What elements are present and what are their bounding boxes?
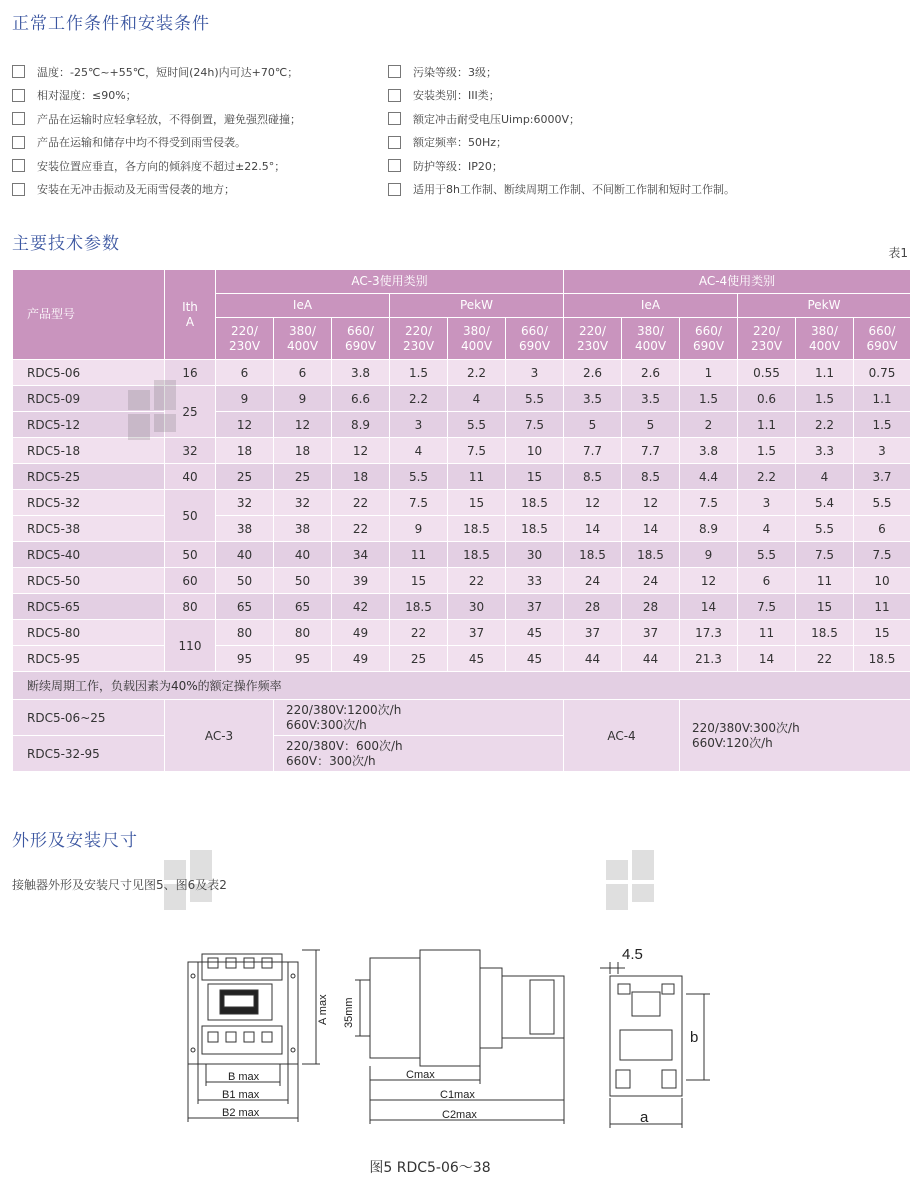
value-cell: 18.5 bbox=[448, 542, 506, 568]
header-model: 产品型号 bbox=[13, 270, 165, 360]
ith-cell: 80 bbox=[165, 594, 216, 620]
label-b-max: B max bbox=[228, 1071, 260, 1083]
value-cell: 49 bbox=[332, 620, 390, 646]
value-cell: 45 bbox=[506, 620, 564, 646]
header-ac3-pekw: PekW bbox=[390, 294, 564, 318]
value-cell: 37 bbox=[564, 620, 622, 646]
model-cell: RDC5-40 bbox=[13, 542, 165, 568]
dimension-drawing bbox=[180, 940, 740, 1145]
table-row bbox=[13, 542, 911, 568]
ith-cell: 110 bbox=[165, 620, 216, 672]
condition-left-text: 温度：-25℃~+55℃，短时间(24h)内可达+70℃； bbox=[37, 65, 299, 79]
value-cell: 5.5 bbox=[854, 490, 911, 516]
value-cell: 1.1 bbox=[738, 412, 796, 438]
table-number-label: 表1 bbox=[888, 246, 908, 260]
value-cell: 3 bbox=[738, 490, 796, 516]
condition-right-text: 防护等级：IP20； bbox=[413, 159, 503, 173]
value-cell: 5.5 bbox=[390, 464, 448, 490]
header-voltage-text: 660/ 690V bbox=[692, 323, 725, 353]
value-cell: 17.3 bbox=[680, 620, 738, 646]
value-cell: 45 bbox=[448, 646, 506, 672]
freq-ac4-text: 220/380V:300次/h 660V:120次/h bbox=[692, 720, 800, 750]
value-cell: 50 bbox=[274, 568, 332, 594]
condition-right-item bbox=[388, 60, 735, 84]
condition-right-item bbox=[388, 131, 735, 155]
value-cell: 5.5 bbox=[738, 542, 796, 568]
value-cell: 2.6 bbox=[622, 360, 680, 386]
value-cell: 22 bbox=[796, 646, 854, 672]
condition-left-text: 安装位置应垂直，各方向的倾斜度不超过±22.5°； bbox=[37, 159, 286, 173]
value-cell: 2 bbox=[680, 412, 738, 438]
value-cell: 3.8 bbox=[680, 438, 738, 464]
value-cell: 12 bbox=[622, 490, 680, 516]
table-row bbox=[13, 464, 911, 490]
checkbox-icon bbox=[12, 112, 25, 125]
value-cell: 18.5 bbox=[854, 646, 911, 672]
header-voltage-text: 380/ 400V bbox=[634, 323, 667, 353]
freq-ac3-a bbox=[274, 700, 564, 736]
value-cell: 12 bbox=[680, 568, 738, 594]
value-cell: 1.1 bbox=[854, 386, 911, 412]
label-c1max: C1max bbox=[440, 1089, 475, 1101]
value-cell: 3 bbox=[506, 360, 564, 386]
value-cell: 5.5 bbox=[506, 386, 564, 412]
checkbox-icon bbox=[12, 159, 25, 172]
header-ac4: AC-4使用类别 bbox=[564, 270, 911, 294]
value-cell: 40 bbox=[274, 542, 332, 568]
model-cell: RDC5-25 bbox=[13, 464, 165, 490]
table-row bbox=[13, 594, 911, 620]
value-cell: 37 bbox=[622, 620, 680, 646]
table-row bbox=[13, 568, 911, 594]
label-a-max: A max bbox=[317, 994, 329, 1025]
value-cell: 38 bbox=[274, 516, 332, 542]
duty-note-row bbox=[13, 672, 911, 700]
header-ith bbox=[165, 270, 216, 360]
value-cell: 12 bbox=[216, 412, 274, 438]
value-cell: 18 bbox=[332, 464, 390, 490]
value-cell: 15 bbox=[506, 464, 564, 490]
value-cell: 25 bbox=[390, 646, 448, 672]
conditions-title: 正常工作条件和安装条件 bbox=[12, 14, 210, 34]
value-cell: 8.9 bbox=[332, 412, 390, 438]
value-cell: 37 bbox=[506, 594, 564, 620]
value-cell: 7.5 bbox=[680, 490, 738, 516]
value-cell: 1.5 bbox=[738, 438, 796, 464]
value-cell: 49 bbox=[332, 646, 390, 672]
freq-model-b: RDC5-32-95 bbox=[13, 736, 165, 772]
value-cell: 5 bbox=[622, 412, 680, 438]
label-c2max: C2max bbox=[442, 1109, 477, 1121]
header-voltage bbox=[332, 318, 390, 360]
value-cell: 9 bbox=[274, 386, 332, 412]
value-cell: 45 bbox=[506, 646, 564, 672]
checkbox-icon bbox=[388, 89, 401, 102]
value-cell: 32 bbox=[274, 490, 332, 516]
header-voltage-text: 380/ 400V bbox=[460, 323, 493, 353]
header-voltage bbox=[738, 318, 796, 360]
condition-right-text: 额定频率：50Hz； bbox=[413, 136, 508, 150]
freq-model-a: RDC5-06~25 bbox=[13, 700, 165, 736]
condition-right-text: 污染等级：3级； bbox=[413, 65, 497, 79]
value-cell: 50 bbox=[216, 568, 274, 594]
value-cell: 1.5 bbox=[680, 386, 738, 412]
value-cell: 15 bbox=[796, 594, 854, 620]
freq-ac4-label: AC-4 bbox=[564, 700, 680, 772]
freq-ac3-label: AC-3 bbox=[165, 700, 274, 772]
value-cell: 21.3 bbox=[680, 646, 738, 672]
value-cell: 28 bbox=[622, 594, 680, 620]
value-cell: 14 bbox=[622, 516, 680, 542]
value-cell: 9 bbox=[390, 516, 448, 542]
table-row bbox=[13, 490, 911, 516]
header-ac3: AC-3使用类别 bbox=[216, 270, 564, 294]
checkbox-icon bbox=[388, 65, 401, 78]
header-voltage bbox=[796, 318, 854, 360]
label-35mm: 35mm bbox=[343, 997, 355, 1028]
value-cell: 7.5 bbox=[796, 542, 854, 568]
value-cell: 22 bbox=[448, 568, 506, 594]
value-cell: 0.55 bbox=[738, 360, 796, 386]
value-cell: 7.5 bbox=[390, 490, 448, 516]
header-voltage bbox=[564, 318, 622, 360]
value-cell: 18.5 bbox=[448, 516, 506, 542]
label-cmax: Cmax bbox=[406, 1069, 435, 1081]
value-cell: 4 bbox=[738, 516, 796, 542]
value-cell: 65 bbox=[274, 594, 332, 620]
value-cell: 18.5 bbox=[796, 620, 854, 646]
checkbox-icon bbox=[12, 183, 25, 196]
value-cell: 24 bbox=[564, 568, 622, 594]
value-cell: 6 bbox=[274, 360, 332, 386]
value-cell: 3 bbox=[390, 412, 448, 438]
model-cell: RDC5-18 bbox=[13, 438, 165, 464]
value-cell: 40 bbox=[216, 542, 274, 568]
ith-cell: 60 bbox=[165, 568, 216, 594]
condition-right-text: 额定冲击耐受电压Uimp:6000V； bbox=[413, 112, 581, 126]
header-voltage bbox=[216, 318, 274, 360]
value-cell: 11 bbox=[448, 464, 506, 490]
value-cell: 1 bbox=[680, 360, 738, 386]
value-cell: 3.5 bbox=[622, 386, 680, 412]
label-b2-max: B2 max bbox=[222, 1107, 260, 1119]
value-cell: 3.5 bbox=[564, 386, 622, 412]
ith-cell: 32 bbox=[165, 438, 216, 464]
duty-note: 断续周期工作，负载因素为40%的额定操作频率 bbox=[13, 672, 911, 700]
value-cell: 10 bbox=[506, 438, 564, 464]
value-cell: 6 bbox=[738, 568, 796, 594]
value-cell: 18.5 bbox=[622, 542, 680, 568]
table-row bbox=[13, 646, 911, 672]
value-cell: 7.5 bbox=[854, 542, 911, 568]
value-cell: 80 bbox=[216, 620, 274, 646]
value-cell: 10 bbox=[854, 568, 911, 594]
header-voltage bbox=[680, 318, 738, 360]
value-cell: 2.2 bbox=[796, 412, 854, 438]
checkbox-icon bbox=[388, 159, 401, 172]
dimensions-title: 外形及安装尺寸 bbox=[12, 831, 138, 851]
value-cell: 39 bbox=[332, 568, 390, 594]
conditions-left-list bbox=[12, 60, 301, 201]
conditions-right-list bbox=[388, 60, 735, 201]
model-cell: RDC5-32 bbox=[13, 490, 165, 516]
value-cell: 4 bbox=[796, 464, 854, 490]
header-voltage bbox=[622, 318, 680, 360]
model-cell: RDC5-06 bbox=[13, 360, 165, 386]
value-cell: 4 bbox=[390, 438, 448, 464]
model-cell: RDC5-12 bbox=[13, 412, 165, 438]
freq-ac4 bbox=[680, 700, 911, 772]
value-cell: 22 bbox=[332, 490, 390, 516]
label-a: a bbox=[640, 1109, 649, 1126]
checkbox-icon bbox=[388, 183, 401, 196]
value-cell: 2.2 bbox=[390, 386, 448, 412]
value-cell: 30 bbox=[506, 542, 564, 568]
condition-right-item bbox=[388, 107, 735, 131]
value-cell: 8.5 bbox=[622, 464, 680, 490]
value-cell: 15 bbox=[390, 568, 448, 594]
table-row bbox=[13, 516, 911, 542]
ith-cell: 50 bbox=[165, 490, 216, 542]
watermark-logo-icon bbox=[606, 850, 666, 910]
value-cell: 7.7 bbox=[564, 438, 622, 464]
value-cell: 3.8 bbox=[332, 360, 390, 386]
header-voltage-text: 220/ 230V bbox=[750, 323, 783, 353]
header-voltage-text: 220/ 230V bbox=[576, 323, 609, 353]
value-cell: 9 bbox=[216, 386, 274, 412]
value-cell: 18.5 bbox=[390, 594, 448, 620]
checkbox-icon bbox=[388, 112, 401, 125]
header-ac4-iea: IeA bbox=[564, 294, 738, 318]
header-voltage-text: 660/ 690V bbox=[344, 323, 377, 353]
value-cell: 25 bbox=[274, 464, 332, 490]
model-cell: RDC5-38 bbox=[13, 516, 165, 542]
header-voltage bbox=[506, 318, 564, 360]
value-cell: 8.5 bbox=[564, 464, 622, 490]
condition-left-text: 相对湿度：≤90%； bbox=[37, 89, 137, 103]
value-cell: 7.7 bbox=[622, 438, 680, 464]
condition-left-text: 安装在无冲击振动及无雨雪侵袭的地方； bbox=[37, 183, 235, 197]
freq-ac3-b-text: 220/380V：600次/h 660V：300次/h bbox=[286, 738, 403, 768]
value-cell: 5.5 bbox=[448, 412, 506, 438]
condition-right-item bbox=[388, 178, 735, 202]
value-cell: 18 bbox=[216, 438, 274, 464]
value-cell: 6 bbox=[216, 360, 274, 386]
condition-right-text: 安装类别：III类； bbox=[413, 89, 500, 103]
value-cell: 33 bbox=[506, 568, 564, 594]
value-cell: 34 bbox=[332, 542, 390, 568]
figure-caption: 图5 RDC5-06～38 bbox=[369, 1160, 491, 1176]
value-cell: 22 bbox=[390, 620, 448, 646]
value-cell: 22 bbox=[332, 516, 390, 542]
value-cell: 44 bbox=[622, 646, 680, 672]
value-cell: 30 bbox=[448, 594, 506, 620]
value-cell: 7.5 bbox=[448, 438, 506, 464]
value-cell: 2.2 bbox=[448, 360, 506, 386]
ith-cell: 40 bbox=[165, 464, 216, 490]
model-cell: RDC5-95 bbox=[13, 646, 165, 672]
freq-ac3-b bbox=[274, 736, 564, 772]
condition-left-item bbox=[12, 84, 301, 108]
condition-left-item bbox=[12, 131, 301, 155]
value-cell: 11 bbox=[796, 568, 854, 594]
value-cell: 11 bbox=[738, 620, 796, 646]
value-cell: 11 bbox=[390, 542, 448, 568]
header-voltage bbox=[274, 318, 332, 360]
value-cell: 5.5 bbox=[796, 516, 854, 542]
value-cell: 3 bbox=[854, 438, 911, 464]
value-cell: 0.75 bbox=[854, 360, 911, 386]
value-cell: 25 bbox=[216, 464, 274, 490]
value-cell: 9 bbox=[680, 542, 738, 568]
value-cell: 12 bbox=[274, 412, 332, 438]
header-voltage-text: 660/ 690V bbox=[518, 323, 551, 353]
value-cell: 14 bbox=[738, 646, 796, 672]
checkbox-icon bbox=[12, 65, 25, 78]
value-cell: 11 bbox=[854, 594, 911, 620]
condition-left-item bbox=[12, 178, 301, 202]
value-cell: 28 bbox=[564, 594, 622, 620]
model-cell: RDC5-50 bbox=[13, 568, 165, 594]
value-cell: 15 bbox=[854, 620, 911, 646]
value-cell: 5.4 bbox=[796, 490, 854, 516]
model-cell: RDC5-80 bbox=[13, 620, 165, 646]
value-cell: 12 bbox=[564, 490, 622, 516]
value-cell: 1.1 bbox=[796, 360, 854, 386]
header-voltage-text: 380/ 400V bbox=[808, 323, 841, 353]
header-ac3-iea: IeA bbox=[216, 294, 390, 318]
value-cell: 6.6 bbox=[332, 386, 390, 412]
value-cell: 18.5 bbox=[506, 490, 564, 516]
value-cell: 15 bbox=[448, 490, 506, 516]
table-row bbox=[13, 438, 911, 464]
model-cell: RDC5-65 bbox=[13, 594, 165, 620]
value-cell: 95 bbox=[274, 646, 332, 672]
condition-left-item bbox=[12, 107, 301, 131]
watermark-logo-icon bbox=[128, 380, 188, 440]
value-cell: 18 bbox=[274, 438, 332, 464]
value-cell: 1.5 bbox=[796, 386, 854, 412]
value-cell: 7.5 bbox=[738, 594, 796, 620]
ith-cell: 16 bbox=[165, 360, 216, 386]
label-b1-max: B1 max bbox=[222, 1089, 260, 1101]
value-cell: 4.4 bbox=[680, 464, 738, 490]
ith-cell: 50 bbox=[165, 542, 216, 568]
header-voltage-text: 380/ 400V bbox=[286, 323, 319, 353]
header-voltage bbox=[390, 318, 448, 360]
model-cell: RDC5-09 bbox=[13, 386, 165, 412]
condition-left-item bbox=[12, 60, 301, 84]
value-cell: 95 bbox=[216, 646, 274, 672]
header-voltage-text: 660/ 690V bbox=[866, 323, 898, 353]
checkbox-icon bbox=[388, 136, 401, 149]
value-cell: 80 bbox=[274, 620, 332, 646]
value-cell: 65 bbox=[216, 594, 274, 620]
condition-left-item bbox=[12, 154, 301, 178]
specs-title: 主要技术参数 bbox=[12, 234, 120, 254]
value-cell: 32 bbox=[216, 490, 274, 516]
value-cell: 3.7 bbox=[854, 464, 911, 490]
value-cell: 24 bbox=[622, 568, 680, 594]
value-cell: 2.6 bbox=[564, 360, 622, 386]
value-cell: 4 bbox=[448, 386, 506, 412]
value-cell: 5 bbox=[564, 412, 622, 438]
condition-right-item bbox=[388, 84, 735, 108]
freq-row bbox=[13, 700, 911, 736]
label-4-5: 4.5 bbox=[622, 946, 643, 963]
checkbox-icon bbox=[12, 136, 25, 149]
value-cell: 1.5 bbox=[390, 360, 448, 386]
value-cell: 6 bbox=[854, 516, 911, 542]
header-ac4-pekw: PekW bbox=[738, 294, 911, 318]
value-cell: 3.3 bbox=[796, 438, 854, 464]
checkbox-icon bbox=[12, 89, 25, 102]
header-voltage bbox=[854, 318, 911, 360]
value-cell: 14 bbox=[680, 594, 738, 620]
value-cell: 12 bbox=[332, 438, 390, 464]
watermark-logo-icon bbox=[164, 850, 224, 910]
label-b: b bbox=[690, 1029, 699, 1046]
dimensions-intro: 接触器外形及安装尺寸见图5、图6及表2 bbox=[12, 878, 227, 892]
spec-table bbox=[12, 269, 911, 772]
header-voltage-text: 220/ 230V bbox=[228, 323, 261, 353]
header-ith-text: Ith A bbox=[182, 299, 198, 329]
value-cell: 2.2 bbox=[738, 464, 796, 490]
freq-ac3-a-text: 220/380V:1200次/h 660V:300次/h bbox=[286, 702, 402, 732]
value-cell: 1.5 bbox=[854, 412, 911, 438]
condition-left-text: 产品在运输和储存中均不得受到雨雪侵袭。 bbox=[37, 136, 246, 150]
condition-left-text: 产品在运输时应轻拿轻放，不得倒置，避免强烈碰撞； bbox=[37, 112, 301, 126]
value-cell: 0.6 bbox=[738, 386, 796, 412]
value-cell: 37 bbox=[448, 620, 506, 646]
header-voltage-text: 220/ 230V bbox=[402, 323, 435, 353]
value-cell: 18.5 bbox=[564, 542, 622, 568]
value-cell: 44 bbox=[564, 646, 622, 672]
value-cell: 14 bbox=[564, 516, 622, 542]
value-cell: 38 bbox=[216, 516, 274, 542]
table-row bbox=[13, 620, 911, 646]
header-voltage bbox=[448, 318, 506, 360]
value-cell: 7.5 bbox=[506, 412, 564, 438]
ith-cell: 25 bbox=[165, 386, 216, 438]
value-cell: 8.9 bbox=[680, 516, 738, 542]
condition-right-item bbox=[388, 154, 735, 178]
condition-right-text: 适用于8h工作制、断续周期工作制、不间断工作制和短时工作制。 bbox=[413, 183, 735, 197]
value-cell: 42 bbox=[332, 594, 390, 620]
value-cell: 18.5 bbox=[506, 516, 564, 542]
